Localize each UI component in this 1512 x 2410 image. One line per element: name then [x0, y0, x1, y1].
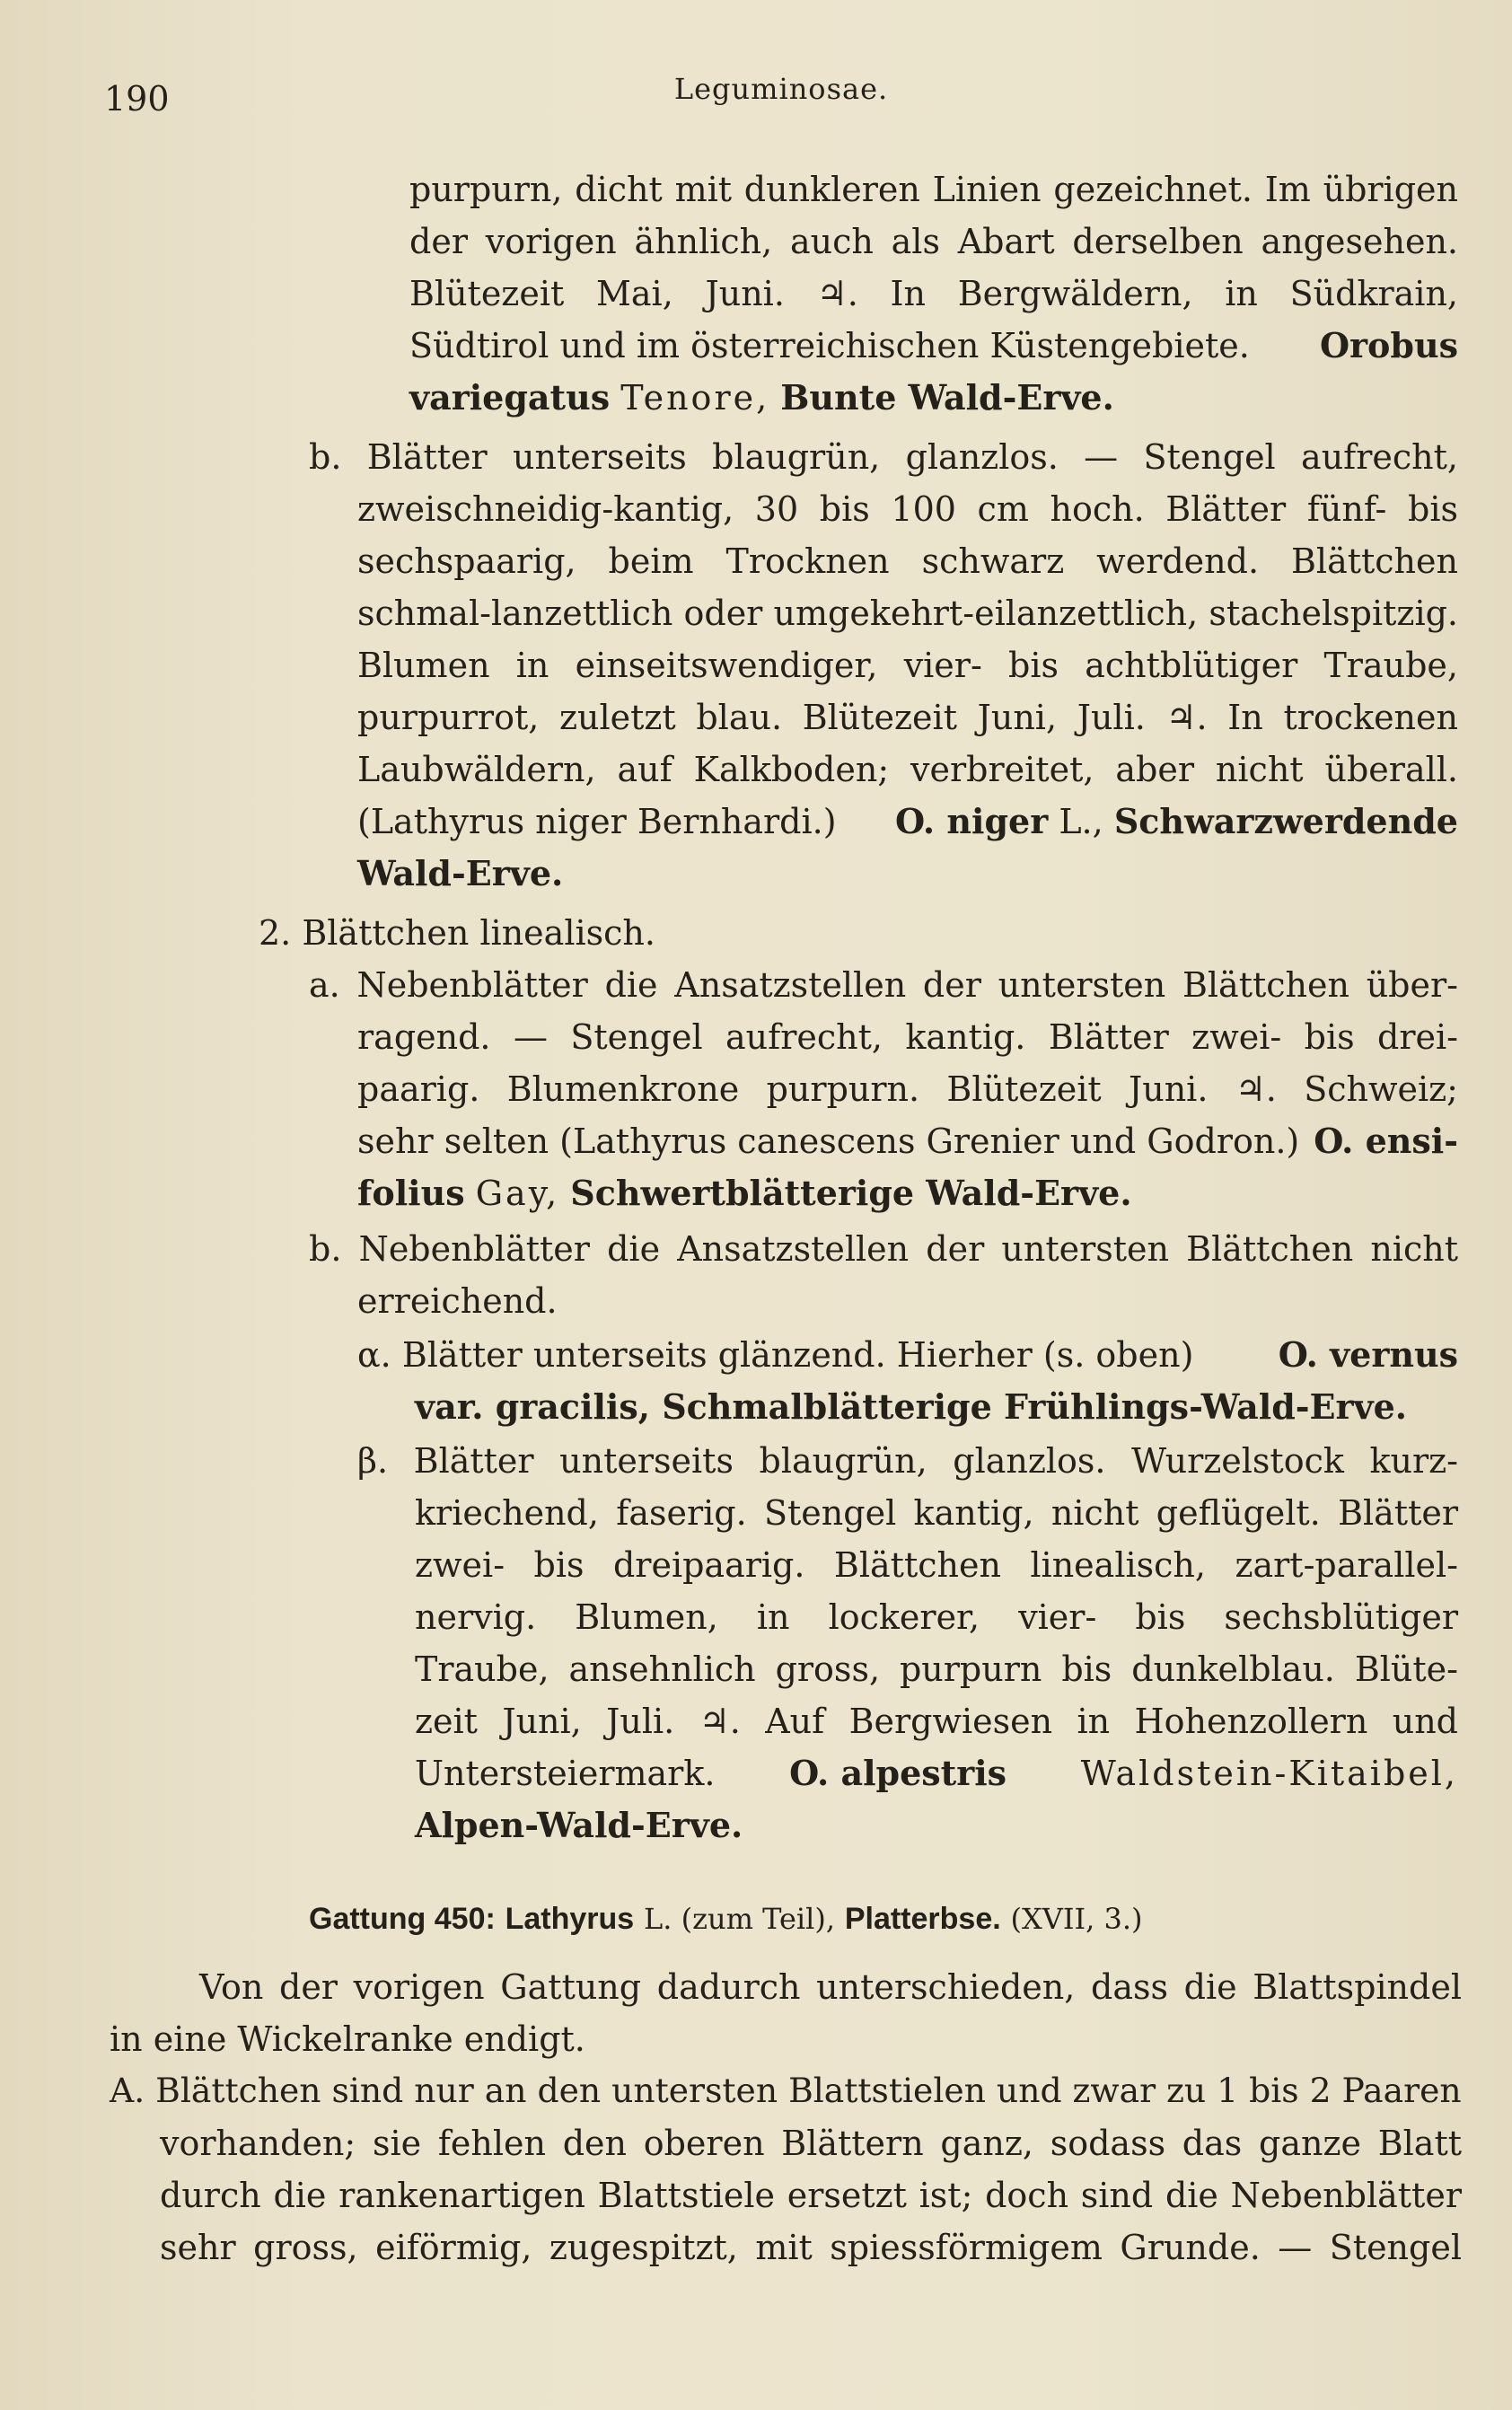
common-name: Schwertblätterige Wald-Erve.	[570, 1173, 1132, 1213]
genus-name: Lathyrus	[505, 1902, 635, 1936]
text-line: durch die rankenartigen Blattstiele ersetzt ist; doch sind die Nebenblätter	[160, 2176, 1462, 2215]
text-line: var. gracilis, Schmalblätterige Frühlings-Wald-Erve.	[415, 1386, 1408, 1427]
taxon-name: O. alpestris	[789, 1753, 1007, 1793]
text-line: zwei- bis dreipaarig. Blättchen linealisch, zart-parallel-	[415, 1545, 1458, 1585]
text-line: zweischneidig-kantig, 30 bis 100 cm hoch. Blätter fünf- bis	[357, 489, 1458, 529]
text-line: vorhanden; sie fehlen den oberen Blättern ganz, sodass das ganze Blatt	[160, 2124, 1462, 2163]
text-line	[357, 801, 1458, 841]
text-line: kriechend, faserig. Stengel kantig, nicht geflügelt. Blätter	[415, 1493, 1458, 1533]
taxon-name: Orobus	[1319, 325, 1458, 365]
text-line: ragend. — Stengel aufrecht, kantig. Blätter zwei- bis drei-	[357, 1017, 1458, 1057]
genus-common-name: Platterbse.	[844, 1902, 1001, 1936]
text-line: Alpen-Wald-Erve.	[415, 1805, 743, 1845]
text-line: purpurn, dicht mit dunkleren Linien gezeichnet. Im übrigen	[409, 170, 1458, 209]
text-line: a. Nebenblätter die Ansatzstellen der untersten Blättchen über-	[309, 965, 1458, 1005]
text-line	[409, 377, 1114, 418]
running-head: Leguminosae.	[673, 72, 889, 106]
text-span: α. Blätter unterseits glänzend. Hierher (s. oben)	[357, 1335, 1194, 1375]
text-line: A. Blättchen sind nur an den untersten Blattstielen und zwar zu 1 bis 2 Paaren	[110, 2071, 1462, 2110]
text-line: der vorigen ähnlich, auch als Abart derselben angesehen.	[409, 222, 1458, 261]
common-name: Bunte Wald-Erve.	[780, 377, 1114, 418]
text-line: purpurrot, zuletzt blau. Blütezeit Juni, Juli. ♃. In trockenen	[357, 698, 1458, 737]
taxon-name: O. vernus	[1278, 1334, 1458, 1375]
text-line: 2. Blättchen linealisch.	[259, 913, 655, 953]
text-line: paarig. Blumenkrone purpurn. Blütezeit Juni. ♃. Schweiz;	[357, 1069, 1458, 1109]
text-span: Südtirol und im österreichischen Küstengebiete.	[409, 326, 1250, 365]
genus-number: Gattung 450:	[309, 1902, 496, 1936]
text-line: Von der vorigen Gattung dadurch unterschieden, dass die Blattspindel	[199, 1967, 1462, 2007]
text-line: nervig. Blumen, in lockerer, vier- bis sechsblütiger	[415, 1597, 1458, 1637]
text-line: β. Blätter unterseits blaugrün, glanzlos. Wurzelstock kurz-	[357, 1441, 1458, 1481]
taxon-name: O. niger	[895, 801, 1049, 841]
text-span: (Lathyrus niger Bernhardi.)	[357, 802, 837, 841]
text-line: erreichend.	[357, 1281, 558, 1321]
text-span: sehr selten (Lathyrus canescens Grenier und Godron.)	[357, 1121, 1300, 1161]
text-line	[409, 325, 1458, 365]
text-line: Traube, ansehnlich gross, purpurn bis dunkelblau. Blüte-	[415, 1649, 1458, 1689]
genus-author: L. (zum Teil),	[644, 1902, 836, 1936]
text-line: sechspaarig, beim Trocknen schwarz werdend. Blättchen	[357, 541, 1458, 581]
text-line	[357, 1121, 1458, 1161]
text-line: schmal-lanzettlich oder umgekehrt-eilanzettlich, stachelspitzig.	[357, 594, 1458, 633]
text-line	[357, 1173, 1132, 1213]
text-line: zeit Juni, Juli. ♃. Auf Bergwiesen in Hohenzollern und	[415, 1702, 1458, 1741]
text-line: in eine Wickelranke endigt.	[110, 2019, 585, 2059]
text-line: Laubwäldern, auf Kalkboden; verbreitet, aber nicht überall.	[357, 750, 1458, 789]
linnaean-class: (XVII, 3.)	[1010, 1902, 1143, 1936]
text-line	[415, 1753, 1458, 1793]
page-number: 190	[104, 79, 170, 119]
text-span: Untersteiermark.	[415, 1754, 716, 1793]
text-line: sehr gross, eiförmig, zugespitzt, mit spiessförmigem Grunde. — Stengel	[160, 2228, 1462, 2267]
author-name: Waldstein-Kitaibel,	[1080, 1754, 1458, 1793]
text-line	[357, 1334, 1458, 1375]
text-line: b. Nebenblätter die Ansatzstellen der untersten Blättchen nicht	[309, 1229, 1458, 1269]
text-line: b. Blätter unterseits blaugrün, glanzlos. — Stengel aufrecht,	[309, 437, 1458, 477]
common-name: Schwarzwerdende	[1113, 801, 1458, 841]
author-name: L.,	[1059, 802, 1103, 841]
taxon-name: folius	[357, 1173, 465, 1213]
taxon-name: variegatus	[409, 377, 611, 418]
text-line: Wald-Erve.	[357, 853, 564, 893]
taxon-name: O. ensi-	[1314, 1121, 1458, 1161]
author-name: Gay,	[475, 1174, 560, 1213]
text-line: Blütezeit Mai, Juni. ♃. In Bergwäldern, in Südkrain,	[409, 274, 1458, 313]
text-line: Blumen in einseitswendiger, vier- bis achtblütiger Traube,	[357, 646, 1458, 685]
author-name: Tenore,	[620, 378, 770, 418]
genus-heading	[309, 1904, 1143, 1934]
page-header	[99, 72, 1464, 126]
